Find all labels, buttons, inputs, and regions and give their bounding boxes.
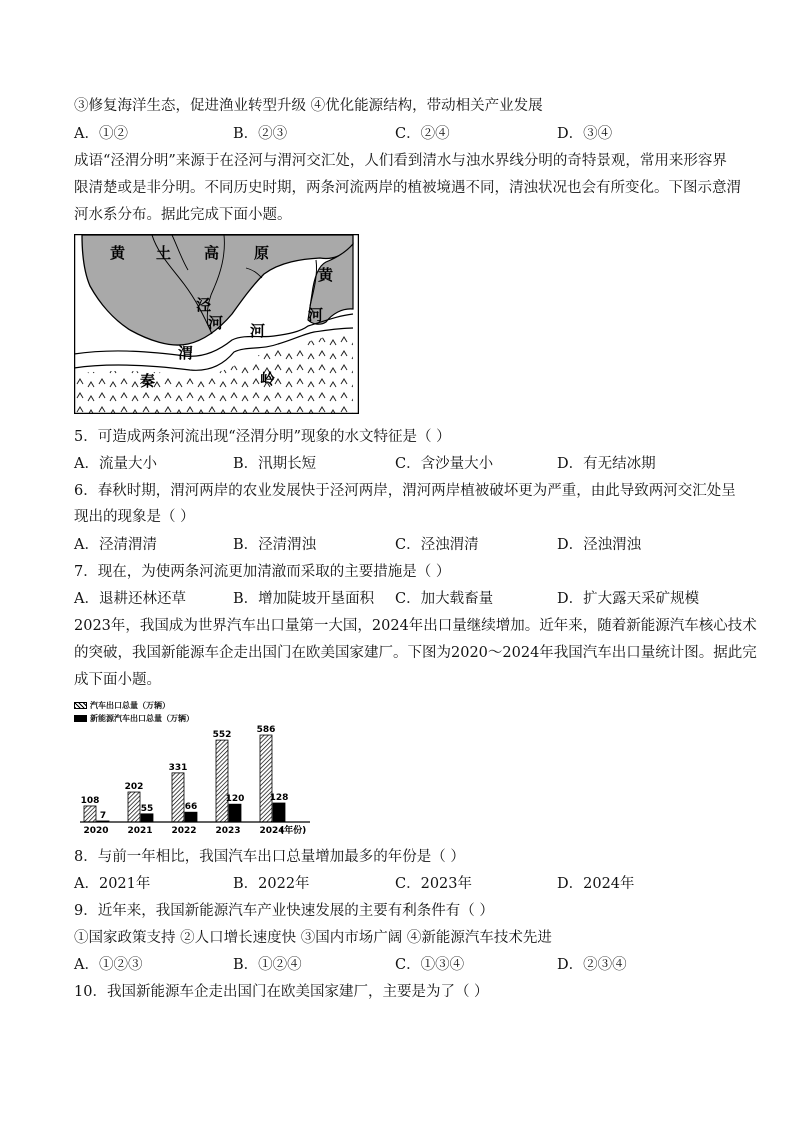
wei-river-map [74, 234, 359, 414]
label-huang-he: 河 [308, 306, 324, 324]
option-c: C．含沙量大小 [395, 456, 494, 472]
bar-value-label: 128 [269, 793, 289, 804]
option-d: D．扩大露天采矿规模 [557, 591, 700, 607]
label-huang-river: 黄 [318, 266, 334, 284]
q7-stem: 7．现在，为使两条河流更加清澈而采取的主要措施是（ ） [74, 564, 451, 580]
bar-value-label: 331 [168, 762, 188, 773]
option-a: A．流量大小 [74, 456, 157, 472]
passage-line: 限清楚或是非分明。不同历史时期，两条河流两岸的植被境遇不同，清浊状况也会有所变化。下图示意渭 [74, 180, 741, 196]
bar-total-export [216, 740, 228, 822]
x-tick-label: 2021 [127, 826, 153, 836]
option-a: A．泾清渭清 [74, 537, 157, 553]
chart-bars [81, 725, 289, 822]
bar-value-label: 55 [140, 803, 154, 814]
label-qin: 秦 [140, 372, 156, 390]
bar-total-export [260, 735, 272, 822]
bar-nev-export [141, 814, 153, 822]
label-gao: 高 [204, 244, 220, 262]
option-b: B．②③ [233, 126, 288, 142]
passage-line: 河水系分布。据此完成下面小题。 [74, 207, 292, 223]
label-tu: 土 [156, 244, 172, 262]
label-huang: 黄 [110, 244, 126, 262]
option-d: D．泾浊渭浊 [557, 537, 642, 553]
option-d: D．③④ [557, 126, 613, 142]
label-jing: 泾 [196, 296, 212, 314]
option-b: B．2022年 [233, 876, 310, 892]
option-c: C．②④ [395, 126, 450, 142]
option-b: B．泾清渭浊 [233, 537, 317, 553]
label-yuan: 原 [254, 244, 270, 262]
option-a: A．①②③ [74, 957, 143, 973]
q9-stem: 9．近年来，我国新能源汽车产业快速发展的主要有利条件有（ ） [74, 903, 494, 919]
x-tick-label: 2024 [259, 826, 285, 836]
passage-line: 成语“泾渭分明”来源于在泾河与渭河交汇处，人们看到清水与浊水界线分明的奇特景观，常用来形容界 [74, 153, 727, 169]
option-c: C．泾浊渭清 [395, 537, 479, 553]
legend-label: 新能源汽车出口总量（万辆） [90, 714, 194, 723]
x-tick-label: 2023 [215, 826, 241, 836]
option-a: A．退耕还林还草 [74, 591, 186, 607]
x-tick-label: 2020 [83, 826, 109, 836]
bar-total-export [84, 806, 96, 822]
bar-value-label: 120 [225, 794, 245, 805]
label-wei: 渭 [178, 344, 194, 362]
chart-plot [74, 700, 324, 840]
bar-value-label: 108 [80, 795, 100, 806]
x-tick-label: 2022 [171, 826, 197, 836]
car-export-chart [74, 700, 324, 840]
intro-line: ③修复海洋生态，促进渔业转型升级 ④优化能源结构，带动相关产业发展 [74, 98, 543, 114]
q5-stem: 5．可造成两条河流出现“泾渭分明”现象的水文特征是（ ） [74, 429, 451, 445]
passage-line: 的突破，我国新能源车企走出国门在欧美国家建厂。下图为2020～2024年我国汽车出口量统计图。据此完 [74, 645, 757, 661]
bar-value-label: 7 [99, 810, 107, 821]
option-d: D．2024年 [557, 876, 635, 892]
q8-stem: 8．与前一年相比，我国汽车出口总量增加最多的年份是（ ） [74, 849, 465, 865]
option-a: A．2021年 [74, 876, 151, 892]
option-c: C．2023年 [395, 876, 472, 892]
x-axis-label: (年份) [280, 826, 307, 836]
option-c: C．①③④ [395, 957, 465, 973]
label-jing-he: 河 [208, 314, 224, 332]
bar-nev-export [185, 812, 197, 822]
q6-stem: 6．春秋时期，渭河两岸的农业发展快于泾河两岸，渭河两岸植被破坏更为严重，由此导致两河交汇处呈 [74, 483, 736, 499]
passage-line: 成下面小题。 [74, 672, 161, 688]
option-a: A．①② [74, 126, 128, 142]
bar-value-label: 202 [124, 782, 144, 793]
option-b: B．①②④ [233, 957, 302, 973]
option-d: D．②③④ [557, 957, 627, 973]
q6-stem: 现出的现象是（ ） [74, 509, 195, 525]
bar-value-label: 66 [184, 802, 198, 813]
q10-stem: 10．我国新能源车企走出国门在欧美国家建厂，主要是为了（ ） [74, 984, 489, 1000]
q9-conditions: ①国家政策支持 ②人口增长速度快 ③国内市场广阔 ④新能源汽车技术先进 [74, 930, 552, 946]
legend-label: 汽车出口总量（万辆） [90, 701, 170, 710]
bar-value-label: 552 [212, 730, 232, 741]
option-b: B．汛期长短 [233, 456, 317, 472]
bar-nev-export [273, 803, 285, 822]
bar-value-label: 586 [256, 725, 276, 736]
option-b: B．增加陡坡开垦面积 [233, 591, 375, 607]
option-d: D．有无结冰期 [557, 456, 656, 472]
label-wei-he: 河 [250, 322, 266, 340]
option-c: C．加大载畜量 [395, 591, 494, 607]
bar-total-export [172, 773, 184, 822]
label-ling: 岭 [260, 370, 276, 388]
x-tick-labels [83, 826, 284, 836]
bar-nev-export [229, 804, 241, 822]
bar-total-export [128, 792, 140, 822]
passage-line: 2023年，我国成为世界汽车出口量第一大国，2024年出口量继续增加。近年来，随着新能源汽车核心技术 [74, 618, 757, 634]
